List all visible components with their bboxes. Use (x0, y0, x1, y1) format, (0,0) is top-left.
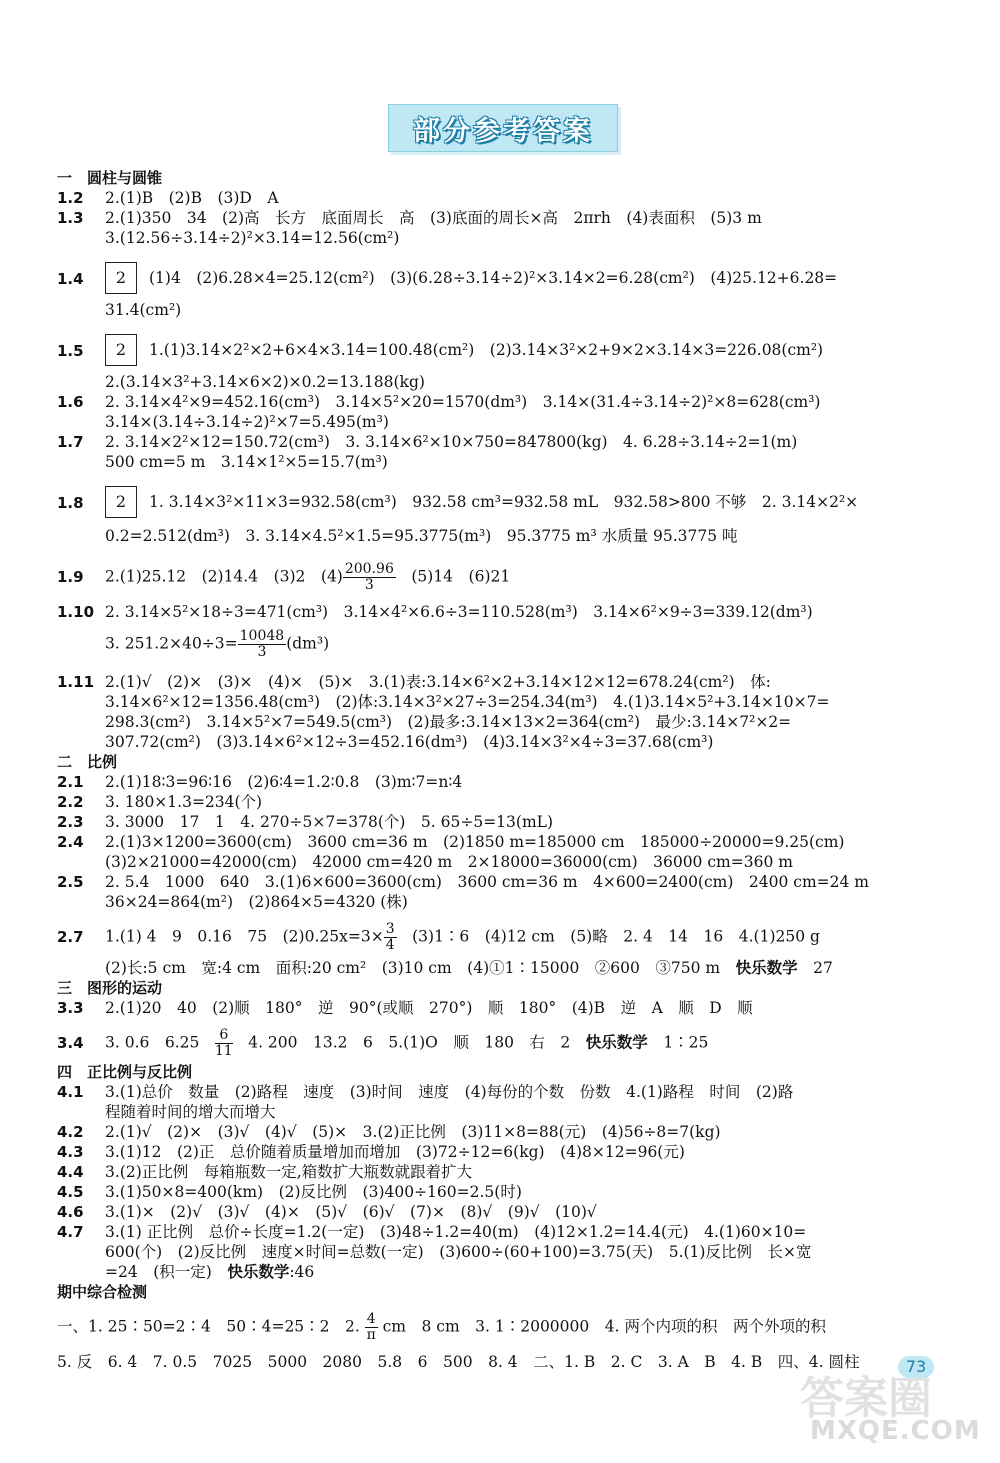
answer-line: 1∶25 (647, 1033, 709, 1051)
lesson-number: 2.2 (57, 793, 84, 811)
answer-line: 3.(1)50×8=400(km) (2)反比例 (3)400÷160=2.5(时) (105, 1183, 522, 1201)
answer-row (57, 832, 947, 872)
lesson-number: 2.7 (57, 928, 84, 946)
answer-row (57, 1182, 947, 1202)
lesson-number: 1.4 (57, 270, 84, 288)
answer-row (57, 672, 947, 752)
fraction-numerator: 200.96 (344, 560, 394, 577)
answer-line: 3. 0.6 6.25 (105, 1033, 215, 1051)
answer-line: :46 (289, 1263, 315, 1281)
answer-line: 3.(1)× (2)√ (3)√ (4)× (5)√ (6)√ (7)× (8)√ (9)√ (10)√ (105, 1203, 597, 1221)
answer-line: (1)4 (2)6.28×4=25.12(cm²) (3)(6.28÷3.14÷2)²×3.14×2=6.28(cm²) (4)25.12+6.28= (149, 269, 838, 287)
answer-line: 2. 3.14×4²×9=452.16(cm³) 3.14×5²×20=1570(dm³) 3.14×(31.4÷3.14÷2)²×8=628(cm³) (105, 393, 821, 411)
answer-line: 1.(1)3.14×2²×2+6×4×3.14=100.48(cm²) (2)3.14×3²×2+9×2×3.14×3=226.08(cm²) (149, 341, 824, 359)
lesson-number: 2.5 (57, 873, 84, 891)
answer-row (57, 998, 947, 1018)
answer-line: 1.(1) 4 9 0.16 75 (2)0.25x=3× (105, 927, 384, 945)
answer-row (57, 1082, 947, 1122)
answer-line: 36×24=864(m²) (2)864×5=4320 (株) (105, 893, 408, 911)
lesson-number: 1.8 (57, 494, 84, 512)
answer-line: (3)2×21000=42000(cm) 42000 cm=420 m 2×18000=36000(cm) 36000 cm=360 m (105, 853, 793, 871)
lesson-number: 4.2 (57, 1123, 84, 1141)
answer-line: =24 (积一定) (105, 1263, 228, 1281)
watermark-logo (770, 1360, 1000, 1460)
lesson-number: 4.3 (57, 1143, 84, 1161)
lesson-number: 1.11 (57, 673, 95, 691)
answer-line: 2.(1)√ (2)× (3)√ (4)√ (5)× 3.(2)正比例 (3)11×8=88(元) (4)56÷8=7(kg) (105, 1123, 721, 1141)
fraction-numerator: 6 (215, 1028, 233, 1044)
lesson-number: 4.4 (57, 1163, 84, 1181)
fraction-denominator: 3 (257, 643, 267, 660)
answer-line: 3. 3000 17 1 4. 270÷5×7=378(个) 5. 65÷5=13(mL) (105, 813, 553, 831)
page-title-banner (388, 104, 618, 152)
answer-row (57, 602, 947, 622)
fraction (343, 562, 396, 593)
answer-row (57, 1222, 947, 1282)
answer-row (57, 1142, 947, 1162)
answer-line: 程随着时间的增大而增大 (105, 1103, 276, 1121)
answer-line: (2)长:5 cm 宽:4 cm 面积:20 cm² (3)10 cm (4)①1∶15000 ②600 ③750 m (105, 959, 736, 977)
answer-line: 2.(3.14×3²+3.14×6×2)×0.2=13.188(kg) (105, 373, 425, 391)
fraction-numerator: 4 (366, 1310, 376, 1327)
lesson-number: 1.5 (57, 342, 84, 360)
answer-row (57, 772, 947, 792)
answer-line: 3.(12.56÷3.14÷2)²×3.14=12.56(cm²) (105, 229, 400, 247)
answer-line: 2.(1)3×1200=3600(cm) 3600 cm=36 m (2)1850 m=185000 cm 185000÷20000=9.25(cm) (105, 833, 845, 851)
answer-row (57, 392, 947, 432)
answer-line: 3. 180×1.3=234(个) (105, 793, 263, 811)
answer-line: 2.(1)B (2)B (3)D A (105, 189, 279, 207)
answer-row (57, 486, 947, 518)
watermark-url: MXQE.COM (810, 1416, 981, 1446)
practice-badge: 2 (105, 486, 137, 518)
answer-line: 2.(1)18∶3=96∶16 (2)6∶4=1.2∶0.8 (3)m∶7=n∶4 (105, 773, 463, 791)
answer-row (57, 560, 947, 594)
practice-badge: 2 (105, 262, 137, 294)
fraction-numerator: 10048 (239, 627, 285, 644)
answer-row (57, 792, 947, 812)
answer-line: 4. 200 13.2 6 5.(1)O 顺 180 右 2 (232, 1033, 586, 1051)
answer-row (57, 432, 947, 472)
lesson-number: 1.6 (57, 393, 84, 411)
answer-line: 27 (797, 959, 833, 977)
page-number: 73 (898, 1356, 934, 1378)
answer-row (57, 334, 947, 366)
answer-line: 2.(1)√ (2)× (3)× (4)× (5)× 3.(1)表:3.14×6²×2+3.14×12×12=678.24(cm²) 体: (105, 673, 771, 691)
fraction-denominator: 4 (385, 936, 395, 953)
lesson-number: 4.5 (57, 1183, 84, 1201)
lesson-number: 1.9 (57, 568, 84, 586)
lesson-number: 2.4 (57, 833, 84, 851)
answer-row (57, 1308, 947, 1346)
fraction-denominator: 11 (214, 1042, 233, 1059)
answer-line: 3.14×(3.14÷3.14÷2)²×7=5.495(m³) (105, 413, 389, 431)
lesson-number: 2.1 (57, 773, 84, 791)
answer-line: 600(个) (2)反比例 速度×时间=总数(一定) (3)600÷(60+100)=3.75(天) 5.(1)反比例 长×宽 (105, 1243, 812, 1261)
answer-line: cm 8 cm 3. 1∶2000000 4. 两个内项的积 两个外项的积 (377, 1317, 826, 1335)
section-heading: 期中综合检测 (57, 1283, 148, 1301)
fraction (238, 629, 287, 660)
answer-line: 3. 251.2×40÷3= (105, 634, 238, 652)
answer-row (57, 208, 947, 248)
answer-row (57, 1122, 947, 1142)
answer-row (57, 1202, 947, 1222)
answer-line: (3)1∶6 (4)12 cm (5)略 2. 4 14 16 4.(1)250 g (396, 927, 820, 945)
answer-row (57, 920, 947, 954)
section-heading: 四 正比例与反比例 (57, 1063, 193, 1081)
answer-line: 2.(1)350 34 (2)高 长方 底面周长 高 (3)底面的周长×高 2πrh (4)表面积 (5)3 m (105, 209, 762, 227)
answer-line: 3.14×6²×12=1356.48(cm³) (2)体:3.14×3²×27÷3=254.34(m³) 4.(1)3.14×5²+3.14×10×7= (105, 693, 830, 711)
answer-line: 500 cm=5 m 3.14×1²×5=15.7(m³) (105, 453, 388, 471)
answer-line: 2.(1)20 40 (2)顺 180° 逆 90°(或顺 270°) 顺 180° (4)B 逆 A 顺 D 顺 (105, 999, 753, 1017)
happy-math-label: 快乐数学 (227, 1263, 290, 1281)
lesson-number: 3.3 (57, 999, 84, 1017)
section-heading: 三 图形的运动 (57, 979, 163, 997)
fraction-numerator: 3 (385, 920, 395, 937)
fraction (215, 1028, 233, 1059)
answer-line: 3.(1)12 (2)正 总价随着质量增加而增加 (3)72÷12=6(kg) (4)8×12=96(元) (105, 1143, 685, 1161)
answer-content (57, 168, 947, 1372)
answer-line: 2. 5.4 1000 640 3.(1)6×600=3600(cm) 3600 cm=36 m 4×600=2400(cm) 2400 cm=24 m (105, 873, 869, 891)
answer-row (57, 1162, 947, 1182)
section-heading: 一 圆柱与圆锥 (57, 169, 163, 187)
lesson-number: 4.7 (57, 1223, 84, 1241)
lesson-number: 1.7 (57, 433, 84, 451)
answer-line: 298.3(cm²) 3.14×5²×7=549.5(cm³) (2)最多:3.14×13×2=364(cm²) 最少:3.14×7²×2= (105, 713, 792, 731)
answer-line: 31.4(cm²) (105, 301, 182, 319)
answer-row (57, 262, 947, 294)
practice-badge: 2 (105, 334, 137, 366)
answer-line: 3.(1) 正比例 总价÷长度=1.2(一定) (3)48÷1.2=40(m) (4)12×1.2=14.4(元) 4.(1)60×10= (105, 1223, 807, 1241)
answer-line: 2. 3.14×5²×18÷3=471(cm³) 3.14×4²×6.6÷3=110.528(m³) 3.14×6²×9÷3=339.12(dm³) (105, 603, 813, 621)
answer-line: (5)14 (6)21 (395, 567, 511, 585)
answer-row (57, 188, 947, 208)
answer-line: 2.(1)25.12 (2)14.4 (3)2 (4) (105, 567, 343, 585)
answer-row (57, 872, 947, 912)
lesson-number: 1.3 (57, 209, 84, 227)
answer-line: 1. 3.14×3²×11×3=932.58(cm³) 932.58 cm³=932.58 mL 932.58>800 不够 2. 3.14×2²× (149, 493, 859, 511)
answer-line: 3.(1)总价 数量 (2)路程 速度 (3)时间 速度 (4)每份的个数 份数 4.(1)路程 时间 (2)路 (105, 1083, 794, 1101)
answer-line: 307.72(cm²) (3)3.14×6²×12÷3=452.16(dm³) (4)3.14×3²×4÷3=37.68(cm³) (105, 733, 714, 751)
watermark-text: 答案圈 (800, 1373, 932, 1424)
happy-math-label: 快乐数学 (735, 959, 798, 977)
answer-line: 5. 反 6. 4 7. 0.5 7025 5000 2080 5.8 6 500 8. 4 二、1. B 2. C 3. A B 4. B 四、4. 圆柱 (57, 1353, 860, 1371)
answer-line: 0.2=2.512(dm³) 3. 3.14×4.5²×1.5=95.3775(m³) 95.3775 m³ 水质量 95.3775 吨 (105, 527, 738, 545)
lesson-number: 1.2 (57, 189, 84, 207)
fraction-denominator: π (366, 1326, 376, 1343)
lesson-number: 4.6 (57, 1203, 84, 1221)
page-title: 部分参考答案 (413, 115, 593, 147)
answer-line: 一、1. 25∶50=2∶4 50∶4=25∶2 2. (57, 1317, 365, 1335)
fraction (384, 922, 397, 953)
answer-line: (dm³) (286, 634, 330, 652)
lesson-number: 3.4 (57, 1034, 84, 1052)
answer-row (57, 1024, 947, 1062)
fraction (365, 1312, 378, 1343)
happy-math-label: 快乐数学 (585, 1033, 648, 1051)
answer-line: 2. 3.14×2²×12=150.72(cm³) 3. 3.14×6²×10×750=847800(kg) 4. 6.28÷3.14÷2=1(m) (105, 433, 798, 451)
lesson-number: 2.3 (57, 813, 84, 831)
lesson-number: 1.10 (57, 603, 95, 621)
section-heading: 二 比例 (57, 753, 118, 771)
answer-line: 3.(2)正比例 每箱瓶数一定,箱数扩大瓶数就跟着扩大 (105, 1163, 473, 1181)
lesson-number: 4.1 (57, 1083, 84, 1101)
answer-row (57, 812, 947, 832)
fraction-denominator: 3 (364, 576, 374, 593)
